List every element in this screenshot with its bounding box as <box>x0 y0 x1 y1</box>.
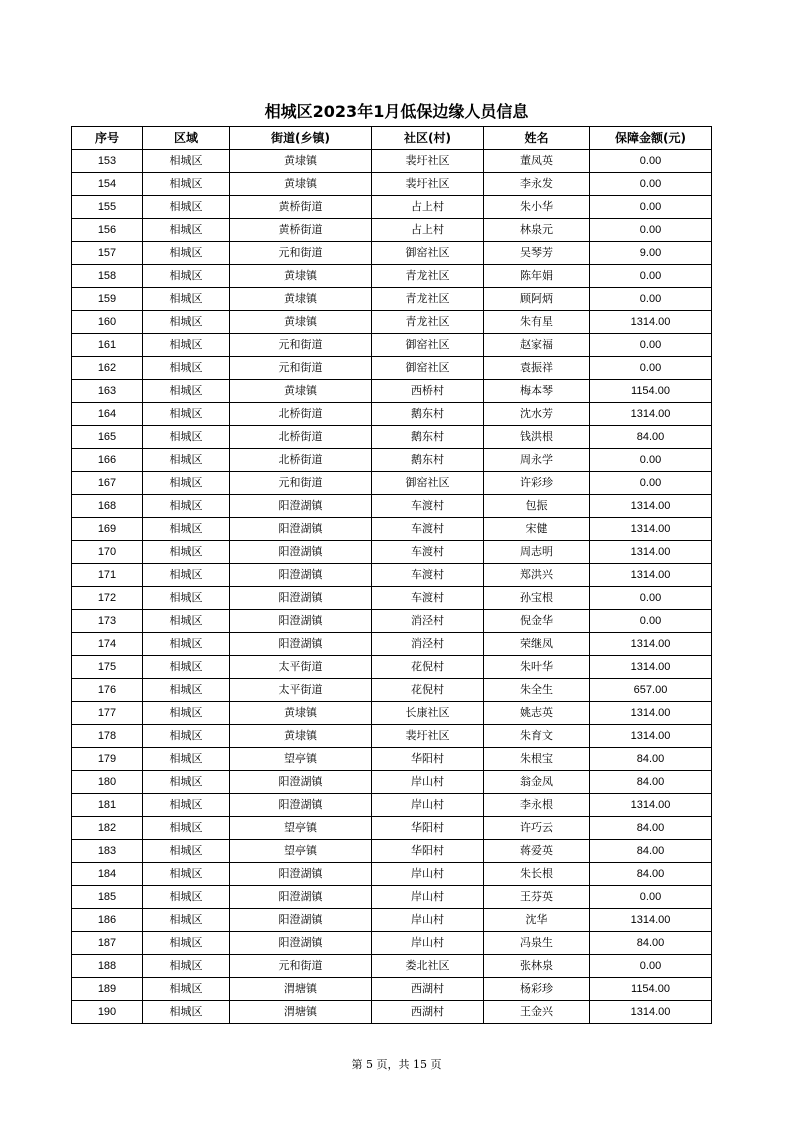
cell-col-community: 车渡村 <box>372 587 484 610</box>
cell-col-street: 阳澄湖镇 <box>230 886 372 909</box>
cell-col-index: 177 <box>72 702 143 725</box>
table-row <box>72 265 712 288</box>
cell-col-name: 朱全生 <box>484 679 590 702</box>
cell-col-street: 黄埭镇 <box>230 288 372 311</box>
cell-col-district: 相城区 <box>143 886 230 909</box>
cell-col-index: 173 <box>72 610 143 633</box>
cell-col-index: 166 <box>72 449 143 472</box>
table-row <box>72 564 712 587</box>
header-col-index: 序号 <box>72 127 143 150</box>
cell-col-index: 170 <box>72 541 143 564</box>
cell-col-street: 北桥街道 <box>230 449 372 472</box>
table-row <box>72 679 712 702</box>
cell-col-name: 王芬英 <box>484 886 590 909</box>
cell-col-index: 161 <box>72 334 143 357</box>
cell-col-index: 160 <box>72 311 143 334</box>
header-col-district: 区域 <box>143 127 230 150</box>
table-row <box>72 242 712 265</box>
cell-col-district: 相城区 <box>143 449 230 472</box>
cell-col-amount: 1154.00 <box>590 978 712 1001</box>
cell-col-name: 朱长根 <box>484 863 590 886</box>
cell-col-street: 望亭镇 <box>230 817 372 840</box>
cell-col-name: 朱根宝 <box>484 748 590 771</box>
cell-col-name: 荣继凤 <box>484 633 590 656</box>
cell-col-amount: 0.00 <box>590 955 712 978</box>
cell-col-amount: 1154.00 <box>590 380 712 403</box>
cell-col-district: 相城区 <box>143 495 230 518</box>
cell-col-community: 消泾村 <box>372 633 484 656</box>
cell-col-street: 太平街道 <box>230 656 372 679</box>
cell-col-name: 朱育文 <box>484 725 590 748</box>
cell-col-amount: 84.00 <box>590 863 712 886</box>
cell-col-name: 周永学 <box>484 449 590 472</box>
cell-col-amount: 1314.00 <box>590 1001 712 1024</box>
cell-col-community: 岸山村 <box>372 886 484 909</box>
cell-col-street: 黄桥街道 <box>230 196 372 219</box>
cell-col-index: 167 <box>72 472 143 495</box>
cell-col-name: 赵家福 <box>484 334 590 357</box>
cell-col-amount: 0.00 <box>590 265 712 288</box>
cell-col-name: 李永发 <box>484 173 590 196</box>
cell-col-district: 相城区 <box>143 932 230 955</box>
table-row <box>72 288 712 311</box>
cell-col-district: 相城区 <box>143 311 230 334</box>
cell-col-community: 御窑社区 <box>372 242 484 265</box>
cell-col-district: 相城区 <box>143 610 230 633</box>
cell-col-index: 178 <box>72 725 143 748</box>
cell-col-community: 花倪村 <box>372 679 484 702</box>
cell-col-community: 青龙社区 <box>372 288 484 311</box>
cell-col-index: 183 <box>72 840 143 863</box>
cell-col-street: 黄埭镇 <box>230 311 372 334</box>
cell-col-street: 阳澄湖镇 <box>230 564 372 587</box>
table-row <box>72 909 712 932</box>
table-row <box>72 932 712 955</box>
cell-col-amount: 0.00 <box>590 196 712 219</box>
cell-col-index: 158 <box>72 265 143 288</box>
cell-col-community: 裴圩社区 <box>372 173 484 196</box>
header-row <box>72 127 712 150</box>
cell-col-community: 岸山村 <box>372 932 484 955</box>
cell-col-index: 163 <box>72 380 143 403</box>
cell-col-index: 176 <box>72 679 143 702</box>
header-col-street: 街道(乡镇) <box>230 127 372 150</box>
cell-col-amount: 1314.00 <box>590 564 712 587</box>
cell-col-street: 阳澄湖镇 <box>230 794 372 817</box>
table-row <box>72 633 712 656</box>
cell-col-community: 青龙社区 <box>372 265 484 288</box>
cell-col-name: 顾阿炳 <box>484 288 590 311</box>
cell-col-district: 相城区 <box>143 541 230 564</box>
cell-col-name: 杨彩珍 <box>484 978 590 1001</box>
table-row <box>72 886 712 909</box>
table-row <box>72 748 712 771</box>
cell-col-community: 长康社区 <box>372 702 484 725</box>
cell-col-amount: 0.00 <box>590 150 712 173</box>
cell-col-district: 相城区 <box>143 587 230 610</box>
cell-col-district: 相城区 <box>143 794 230 817</box>
table-row <box>72 656 712 679</box>
cell-col-name: 蒋爱英 <box>484 840 590 863</box>
cell-col-district: 相城区 <box>143 518 230 541</box>
cell-col-street: 元和街道 <box>230 472 372 495</box>
cell-col-amount: 1314.00 <box>590 633 712 656</box>
cell-col-index: 165 <box>72 426 143 449</box>
table-row <box>72 794 712 817</box>
cell-col-street: 北桥街道 <box>230 403 372 426</box>
cell-col-street: 阳澄湖镇 <box>230 518 372 541</box>
cell-col-community: 花倪村 <box>372 656 484 679</box>
table-row <box>72 1001 712 1024</box>
cell-col-index: 168 <box>72 495 143 518</box>
cell-col-name: 孙宝根 <box>484 587 590 610</box>
cell-col-community: 占上村 <box>372 219 484 242</box>
table-row <box>72 702 712 725</box>
cell-col-street: 黄桥街道 <box>230 219 372 242</box>
cell-col-name: 沈水芳 <box>484 403 590 426</box>
cell-col-street: 阳澄湖镇 <box>230 495 372 518</box>
cell-col-district: 相城区 <box>143 817 230 840</box>
page-title: 相城区2023年1月低保边缘人员信息 <box>264 102 529 121</box>
cell-col-district: 相城区 <box>143 702 230 725</box>
cell-col-amount: 84.00 <box>590 932 712 955</box>
cell-col-amount: 1314.00 <box>590 311 712 334</box>
cell-col-index: 179 <box>72 748 143 771</box>
cell-col-street: 元和街道 <box>230 334 372 357</box>
table-row <box>72 495 712 518</box>
cell-col-community: 娄北社区 <box>372 955 484 978</box>
cell-col-amount: 9.00 <box>590 242 712 265</box>
cell-col-district: 相城区 <box>143 633 230 656</box>
cell-col-street: 太平街道 <box>230 679 372 702</box>
table-row <box>72 725 712 748</box>
cell-col-district: 相城区 <box>143 656 230 679</box>
cell-col-community: 岸山村 <box>372 909 484 932</box>
cell-col-amount: 1314.00 <box>590 495 712 518</box>
cell-col-index: 184 <box>72 863 143 886</box>
table-row <box>72 311 712 334</box>
cell-col-name: 倪金华 <box>484 610 590 633</box>
table-row <box>72 150 712 173</box>
table-row <box>72 380 712 403</box>
cell-col-name: 张林泉 <box>484 955 590 978</box>
cell-col-index: 169 <box>72 518 143 541</box>
cell-col-name: 姚志英 <box>484 702 590 725</box>
cell-col-district: 相城区 <box>143 840 230 863</box>
header-col-name: 姓名 <box>484 127 590 150</box>
cell-col-name: 包振 <box>484 495 590 518</box>
cell-col-name: 王金兴 <box>484 1001 590 1024</box>
table-body <box>72 150 712 1024</box>
cell-col-index: 181 <box>72 794 143 817</box>
cell-col-district: 相城区 <box>143 219 230 242</box>
cell-col-amount: 0.00 <box>590 587 712 610</box>
cell-col-index: 153 <box>72 150 143 173</box>
cell-col-index: 172 <box>72 587 143 610</box>
cell-col-name: 郑洪兴 <box>484 564 590 587</box>
cell-col-district: 相城区 <box>143 380 230 403</box>
table-row <box>72 173 712 196</box>
cell-col-name: 朱有星 <box>484 311 590 334</box>
table-row <box>72 978 712 1001</box>
cell-col-name: 翁金凤 <box>484 771 590 794</box>
cell-col-amount: 84.00 <box>590 840 712 863</box>
cell-col-district: 相城区 <box>143 748 230 771</box>
cell-col-community: 华阳村 <box>372 817 484 840</box>
cell-col-amount: 84.00 <box>590 817 712 840</box>
cell-col-street: 望亭镇 <box>230 748 372 771</box>
table-row <box>72 771 712 794</box>
cell-col-street: 阳澄湖镇 <box>230 909 372 932</box>
cell-col-street: 元和街道 <box>230 357 372 380</box>
cell-col-name: 许彩珍 <box>484 472 590 495</box>
cell-col-community: 岸山村 <box>372 771 484 794</box>
cell-col-street: 阳澄湖镇 <box>230 541 372 564</box>
cell-col-amount: 0.00 <box>590 334 712 357</box>
cell-col-district: 相城区 <box>143 265 230 288</box>
table-row <box>72 587 712 610</box>
table-row <box>72 219 712 242</box>
cell-col-community: 西湖村 <box>372 978 484 1001</box>
cell-col-street: 阳澄湖镇 <box>230 587 372 610</box>
table-row <box>72 449 712 472</box>
cell-col-index: 186 <box>72 909 143 932</box>
cell-col-name: 董凤英 <box>484 150 590 173</box>
cell-col-street: 元和街道 <box>230 242 372 265</box>
cell-col-street: 元和街道 <box>230 955 372 978</box>
cell-col-name: 袁振祥 <box>484 357 590 380</box>
cell-col-street: 阳澄湖镇 <box>230 610 372 633</box>
cell-col-name: 冯泉生 <box>484 932 590 955</box>
cell-col-community: 华阳村 <box>372 748 484 771</box>
cell-col-name: 周志明 <box>484 541 590 564</box>
cell-col-street: 黄埭镇 <box>230 725 372 748</box>
cell-col-street: 阳澄湖镇 <box>230 633 372 656</box>
cell-col-district: 相城区 <box>143 288 230 311</box>
cell-col-district: 相城区 <box>143 564 230 587</box>
cell-col-street: 望亭镇 <box>230 840 372 863</box>
table-row <box>72 334 712 357</box>
cell-col-amount: 1314.00 <box>590 656 712 679</box>
cell-col-index: 189 <box>72 978 143 1001</box>
cell-col-index: 156 <box>72 219 143 242</box>
cell-col-amount: 0.00 <box>590 357 712 380</box>
cell-col-district: 相城区 <box>143 725 230 748</box>
cell-col-index: 171 <box>72 564 143 587</box>
cell-col-district: 相城区 <box>143 403 230 426</box>
cell-col-index: 164 <box>72 403 143 426</box>
cell-col-community: 车渡村 <box>372 541 484 564</box>
cell-col-index: 154 <box>72 173 143 196</box>
table-row <box>72 518 712 541</box>
table-row <box>72 955 712 978</box>
cell-col-amount: 1314.00 <box>590 702 712 725</box>
cell-col-amount: 1314.00 <box>590 909 712 932</box>
cell-col-amount: 0.00 <box>590 886 712 909</box>
cell-col-community: 西桥村 <box>372 380 484 403</box>
cell-col-district: 相城区 <box>143 771 230 794</box>
table-row <box>72 357 712 380</box>
table-header <box>72 127 712 150</box>
cell-col-index: 185 <box>72 886 143 909</box>
cell-col-amount: 1314.00 <box>590 725 712 748</box>
cell-col-index: 187 <box>72 932 143 955</box>
cell-col-name: 朱小华 <box>484 196 590 219</box>
cell-col-street: 阳澄湖镇 <box>230 771 372 794</box>
cell-col-amount: 84.00 <box>590 771 712 794</box>
cell-col-community: 御窑社区 <box>372 334 484 357</box>
cell-col-community: 青龙社区 <box>372 311 484 334</box>
cell-col-amount: 84.00 <box>590 426 712 449</box>
cell-col-amount: 0.00 <box>590 610 712 633</box>
cell-col-district: 相城区 <box>143 863 230 886</box>
cell-col-name: 钱洪根 <box>484 426 590 449</box>
cell-col-community: 御窑社区 <box>372 357 484 380</box>
cell-col-district: 相城区 <box>143 196 230 219</box>
table-row <box>72 610 712 633</box>
cell-col-district: 相城区 <box>143 955 230 978</box>
cell-col-index: 159 <box>72 288 143 311</box>
cell-col-name: 梅本琴 <box>484 380 590 403</box>
cell-col-amount: 1314.00 <box>590 518 712 541</box>
cell-col-community: 鹅东村 <box>372 426 484 449</box>
cell-col-name: 许巧云 <box>484 817 590 840</box>
cell-col-community: 华阳村 <box>372 840 484 863</box>
cell-col-district: 相城区 <box>143 426 230 449</box>
cell-col-amount: 1314.00 <box>590 794 712 817</box>
cell-col-street: 黄埭镇 <box>230 380 372 403</box>
cell-col-street: 黄埭镇 <box>230 265 372 288</box>
cell-col-name: 朱叶华 <box>484 656 590 679</box>
cell-col-community: 裴圩社区 <box>372 725 484 748</box>
cell-col-name: 沈华 <box>484 909 590 932</box>
cell-col-name: 陈年娟 <box>484 265 590 288</box>
cell-col-community: 鹅东村 <box>372 449 484 472</box>
cell-col-amount: 0.00 <box>590 449 712 472</box>
cell-col-index: 162 <box>72 357 143 380</box>
cell-col-index: 188 <box>72 955 143 978</box>
cell-col-index: 190 <box>72 1001 143 1024</box>
cell-col-district: 相城区 <box>143 150 230 173</box>
cell-col-index: 180 <box>72 771 143 794</box>
cell-col-community: 车渡村 <box>372 518 484 541</box>
cell-col-street: 阳澄湖镇 <box>230 932 372 955</box>
table-row <box>72 840 712 863</box>
cell-col-community: 御窑社区 <box>372 472 484 495</box>
cell-col-street: 渭塘镇 <box>230 978 372 1001</box>
cell-col-amount: 0.00 <box>590 173 712 196</box>
cell-col-name: 林泉元 <box>484 219 590 242</box>
cell-col-community: 车渡村 <box>372 495 484 518</box>
cell-col-community: 车渡村 <box>372 564 484 587</box>
table-row <box>72 541 712 564</box>
cell-col-community: 裴圩社区 <box>372 150 484 173</box>
cell-col-index: 175 <box>72 656 143 679</box>
cell-col-name: 宋健 <box>484 518 590 541</box>
cell-col-street: 黄埭镇 <box>230 150 372 173</box>
cell-col-index: 174 <box>72 633 143 656</box>
cell-col-district: 相城区 <box>143 1001 230 1024</box>
cell-col-street: 阳澄湖镇 <box>230 863 372 886</box>
cell-col-district: 相城区 <box>143 357 230 380</box>
cell-col-street: 北桥街道 <box>230 426 372 449</box>
header-col-amount: 保障金额(元) <box>590 127 712 150</box>
cell-col-amount: 657.00 <box>590 679 712 702</box>
cell-col-street: 渭塘镇 <box>230 1001 372 1024</box>
table-row <box>72 472 712 495</box>
header-col-community: 社区(村) <box>372 127 484 150</box>
cell-col-amount: 84.00 <box>590 748 712 771</box>
cell-col-index: 157 <box>72 242 143 265</box>
cell-col-community: 鹅东村 <box>372 403 484 426</box>
cell-col-amount: 0.00 <box>590 219 712 242</box>
cell-col-amount: 0.00 <box>590 288 712 311</box>
data-table <box>71 126 712 1024</box>
cell-col-street: 黄埭镇 <box>230 702 372 725</box>
cell-col-community: 占上村 <box>372 196 484 219</box>
cell-col-index: 182 <box>72 817 143 840</box>
cell-col-street: 黄埭镇 <box>230 173 372 196</box>
table-row <box>72 863 712 886</box>
table-row <box>72 426 712 449</box>
table-row <box>72 403 712 426</box>
cell-col-district: 相城区 <box>143 909 230 932</box>
cell-col-community: 西湖村 <box>372 1001 484 1024</box>
cell-col-amount: 1314.00 <box>590 403 712 426</box>
cell-col-index: 155 <box>72 196 143 219</box>
cell-col-name: 吴琴芳 <box>484 242 590 265</box>
cell-col-district: 相城区 <box>143 242 230 265</box>
cell-col-district: 相城区 <box>143 978 230 1001</box>
page-footer: 第 5 页，共 15 页 <box>351 1058 442 1071</box>
cell-col-community: 消泾村 <box>372 610 484 633</box>
cell-col-district: 相城区 <box>143 679 230 702</box>
cell-col-district: 相城区 <box>143 334 230 357</box>
table-row <box>72 817 712 840</box>
cell-col-district: 相城区 <box>143 472 230 495</box>
cell-col-district: 相城区 <box>143 173 230 196</box>
cell-col-amount: 0.00 <box>590 472 712 495</box>
cell-col-community: 岸山村 <box>372 794 484 817</box>
cell-col-name: 李永根 <box>484 794 590 817</box>
cell-col-community: 岸山村 <box>372 863 484 886</box>
table-row <box>72 196 712 219</box>
cell-col-amount: 1314.00 <box>590 541 712 564</box>
